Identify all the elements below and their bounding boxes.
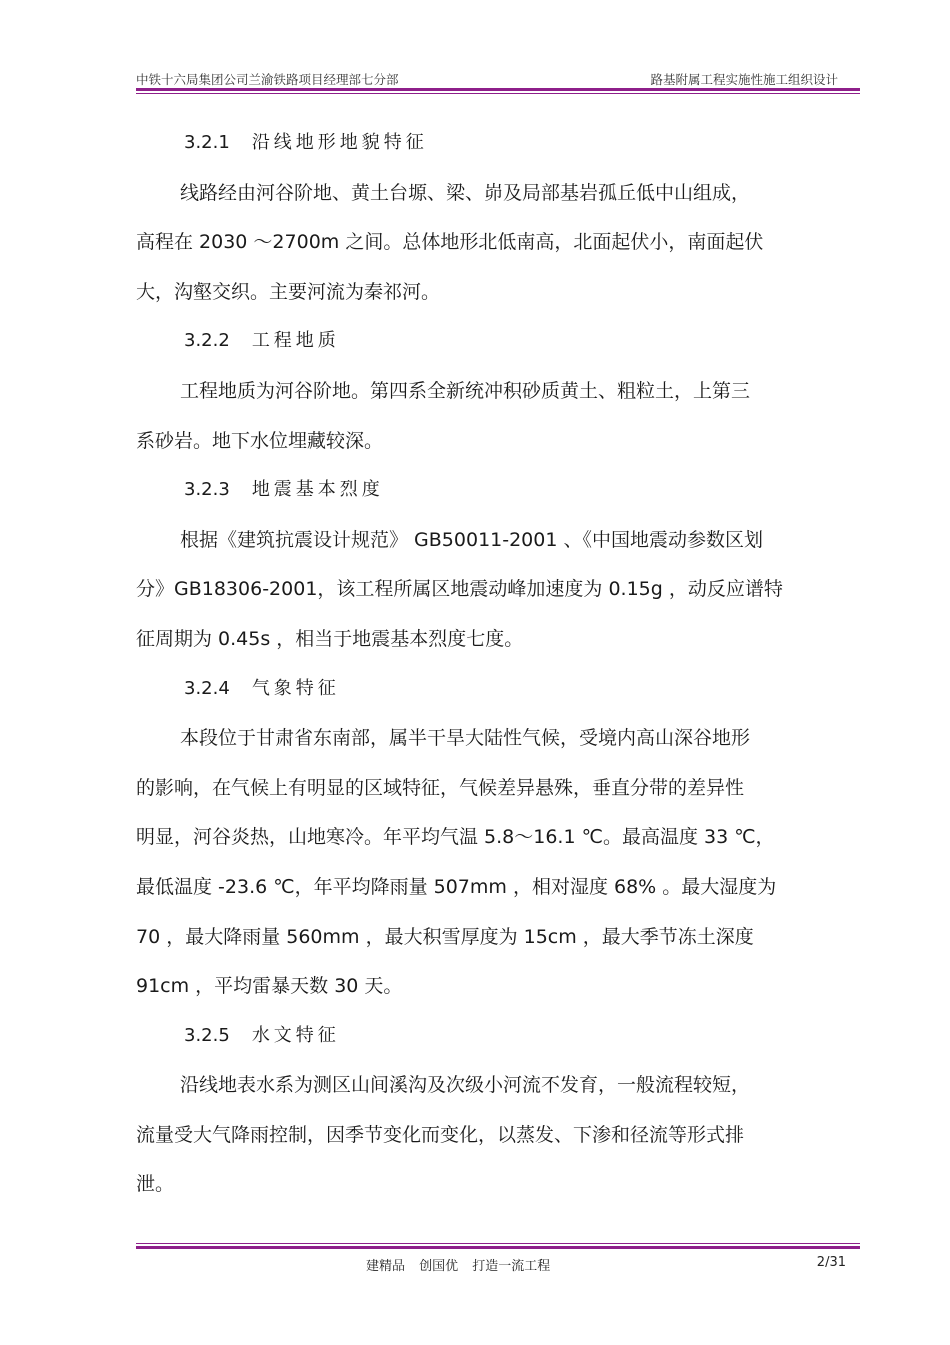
document-body: [136, 126, 860, 1217]
header-divider: [136, 88, 860, 91]
section-heading: [136, 126, 860, 176]
section-title: 沿线地形地貌特征: [251, 132, 428, 153]
section-heading: [136, 473, 860, 523]
section-heading: [136, 324, 860, 374]
paragraph-line: 系砂岩。地下水位埋藏较深。: [136, 429, 384, 452]
paragraph-line: 最低温度 -23.6 ℃，年平均降雨量 507mm ，相对湿度 68% 。最大湿度为: [136, 875, 777, 898]
paragraph-line: 大，沟壑交织。主要河流为秦祁河。: [136, 280, 441, 303]
paragraph-line: 沿线地表水系为测区山间溪沟及次级小河流不发育，一般流程较短，: [180, 1074, 751, 1097]
paragraph-line: 91cm ，平均雷暴天数 30 天。: [136, 975, 403, 998]
paragraph-line: 70 ，最大降雨量 560mm ，最大积雪厚度为 15cm ，最大季节冻土深度: [136, 925, 754, 948]
paragraph-line: 高程在 2030 ～2700m 之间。总体地形北低南高，北面起伏小，南面起伏: [136, 231, 764, 254]
section-number: 3.2.3: [184, 479, 230, 501]
paragraph-line: 流量受大气降雨控制，因季节变化而变化，以蒸发、下渗和径流等形式排: [136, 1123, 745, 1146]
header-right-text: 路基附属工程实施性施工组织设计: [650, 72, 838, 87]
section-heading: [136, 672, 860, 722]
paragraph-line: 征周期为 0.45s ，相当于地震基本烈度七度。: [136, 627, 524, 650]
paragraph-line: 工程地质为河谷阶地。第四系全新统冲积砂质黄土、粗粒土，上第三: [180, 379, 751, 402]
paragraph-line: 根据《建筑抗震设计规范》 GB50011-2001 、《中国地震动参数区划: [180, 528, 763, 551]
footer-motto: 建精品 创国优 打造一流工程: [366, 1259, 551, 1274]
paragraph-line: 分》GB18306-2001，该工程所属区地震动峰加速度为 0.15g ，动反应谱特: [136, 578, 783, 601]
section-title: 地震基本烈度: [251, 479, 384, 501]
paragraph-line: 泄。: [136, 1173, 175, 1196]
paragraph-line: 的影响，在气候上有明显的区域特征，气候差异悬殊，垂直分带的差异性: [136, 776, 745, 799]
header-divider-thin: [136, 93, 860, 94]
footer-divider: [136, 1246, 860, 1249]
section-title: 水文特征: [251, 1024, 340, 1046]
section-title: 工程地质: [251, 330, 340, 352]
paragraph-line: 本段位于甘肃省东南部，属半干旱大陆性气候，受境内高山深谷地形: [180, 727, 751, 750]
paragraph-line: 线路经由河谷阶地、黄土台塬、梁、峁及局部基岩孤丘低中山组成，: [180, 181, 751, 204]
section-title: 气象特征: [251, 677, 340, 699]
section-heading: [136, 1019, 860, 1069]
paragraph-line: 明显，河谷炎热，山地寒冷。年平均气温 5.8～16.1 ℃。最高温度 33 ℃，: [136, 826, 775, 849]
section-number: 3.2.1: [184, 132, 230, 153]
section-number: 3.2.2: [184, 330, 230, 352]
footer-divider-thin: [136, 1243, 860, 1244]
header-left-text: 中铁十六局集团公司兰渝铁路项目经理部七分部: [136, 72, 399, 87]
section-number: 3.2.5: [184, 1024, 230, 1046]
section-number: 3.2.4: [184, 677, 230, 699]
page-footer: [136, 1255, 860, 1275]
page-header: [136, 70, 860, 90]
page-number: 2/31: [816, 1255, 846, 1270]
